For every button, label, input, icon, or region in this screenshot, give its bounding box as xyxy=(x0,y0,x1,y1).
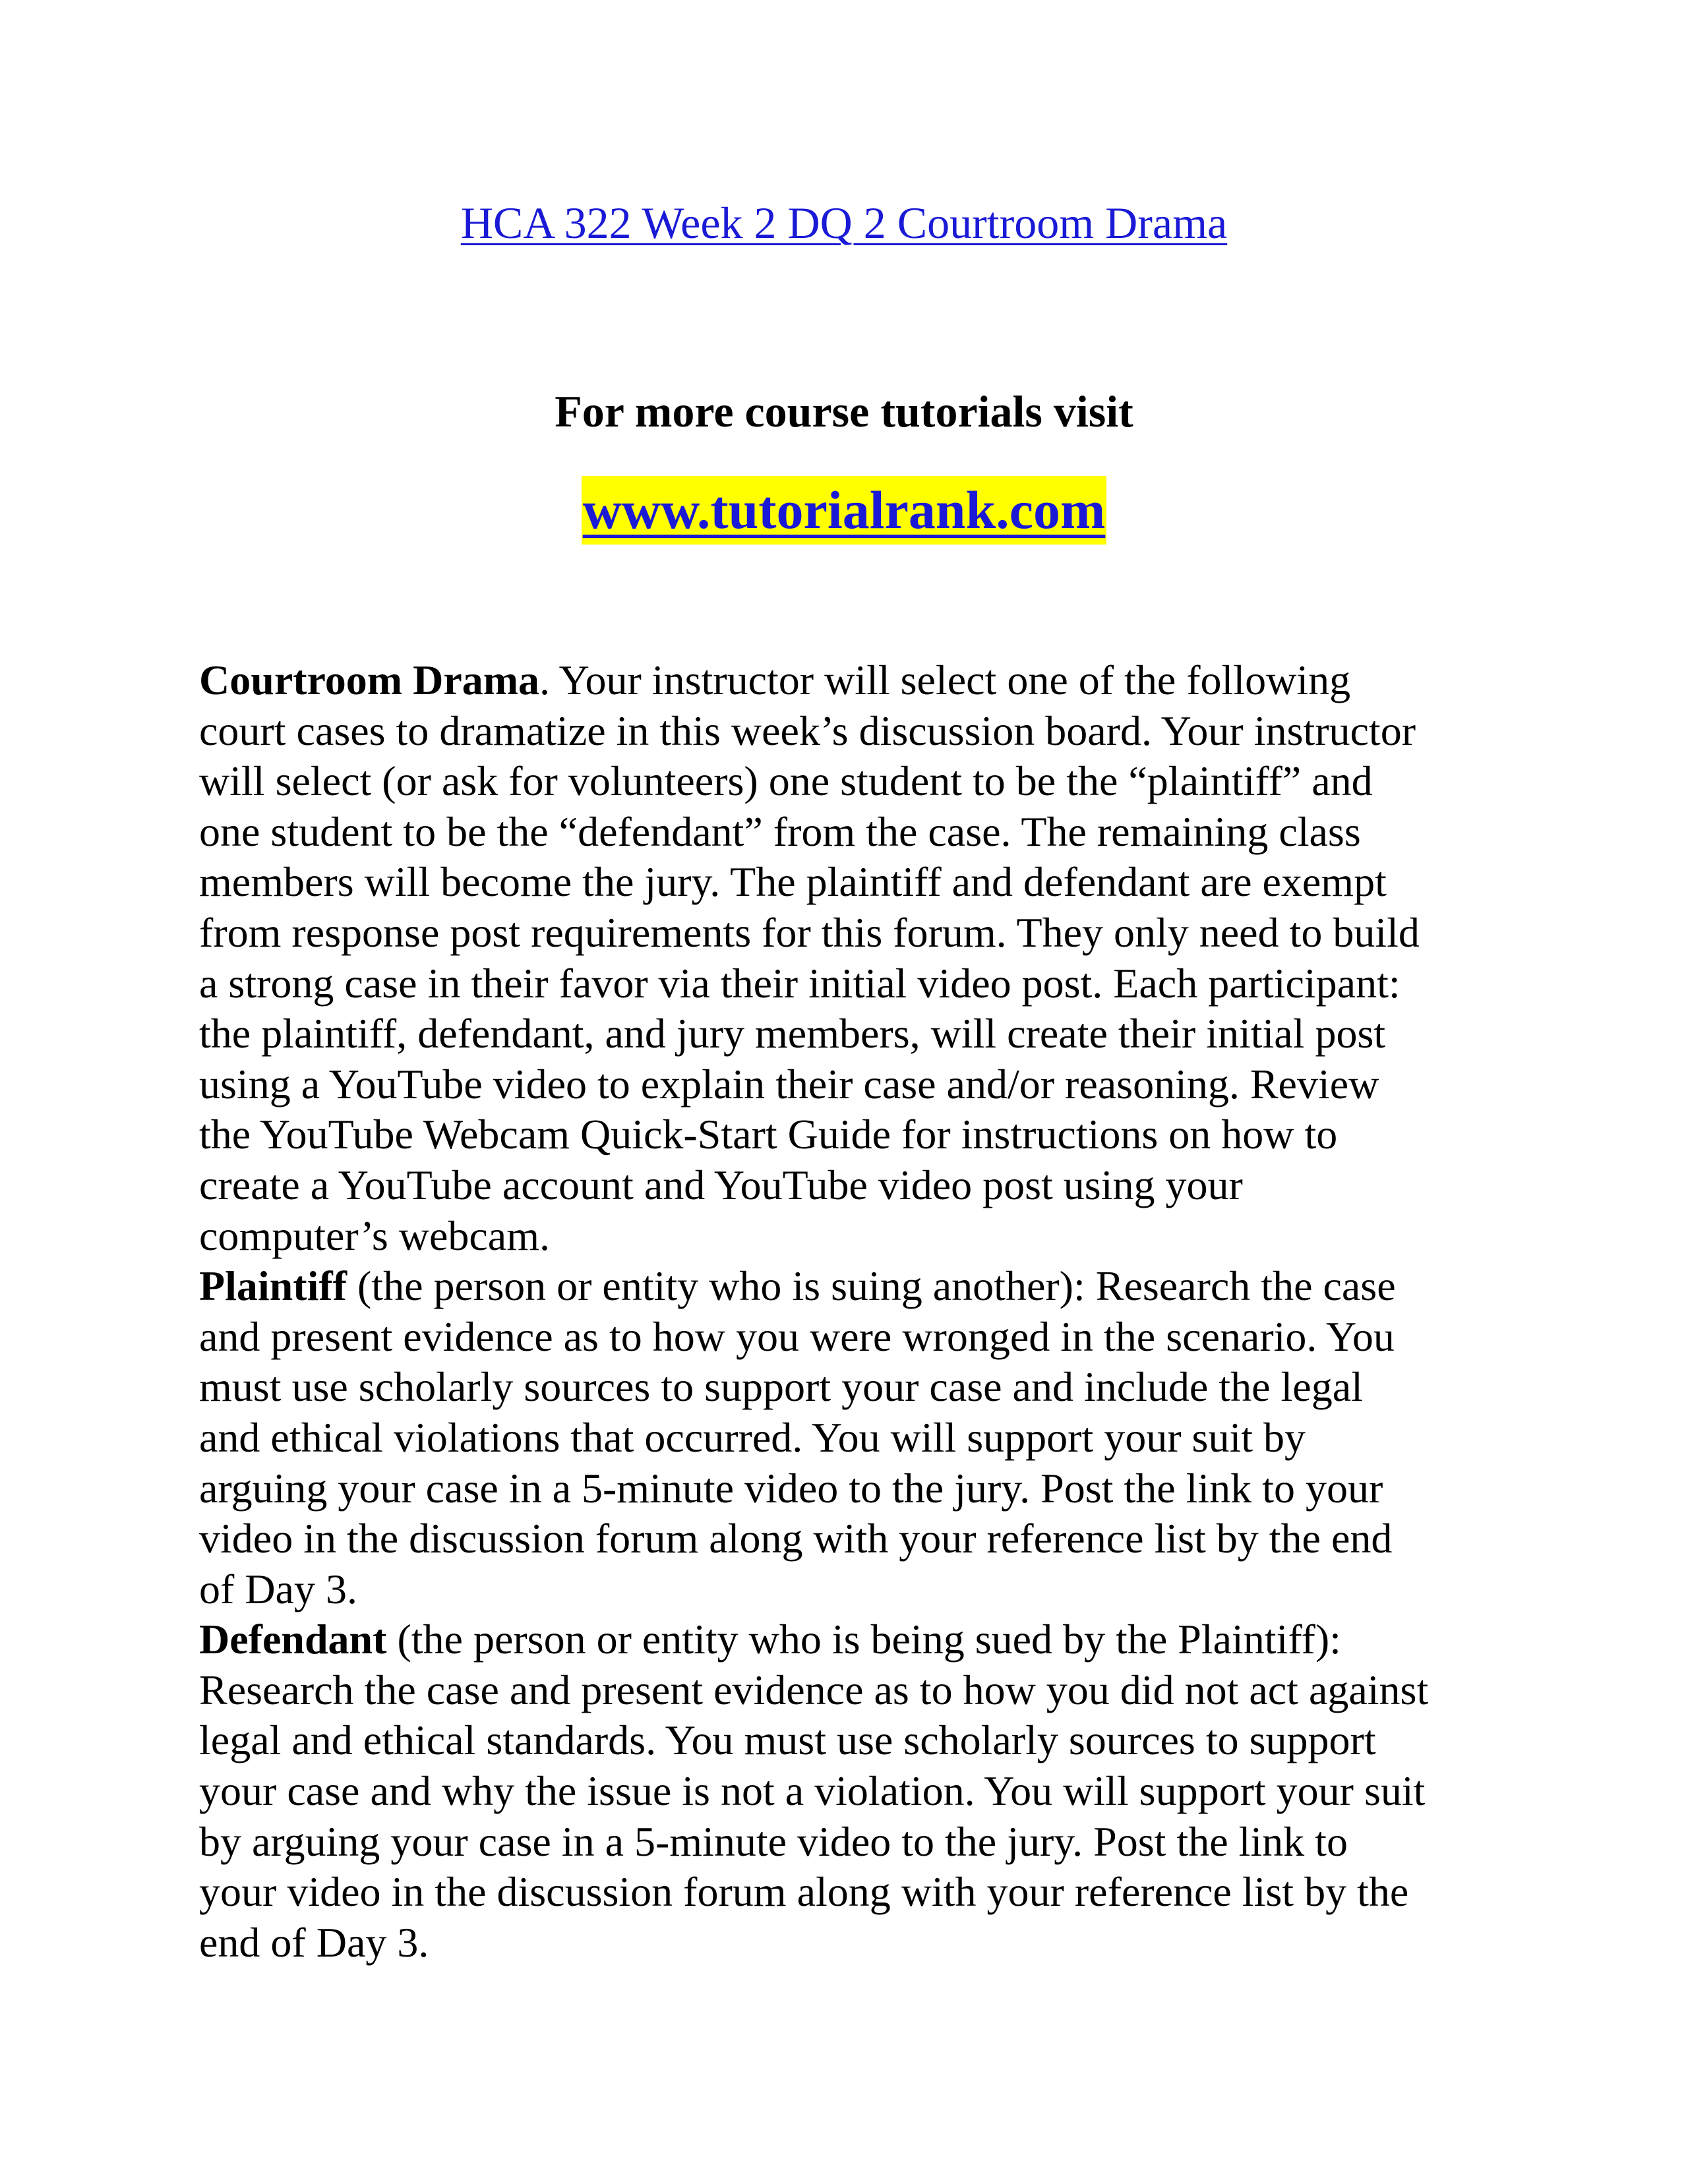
paragraph-line xyxy=(199,1261,1505,1312)
promo-url-container xyxy=(0,476,1688,545)
paragraph-line: must use scholarly sources to support your case and include the legal xyxy=(199,1363,1363,1411)
paragraph-line-text: (the person or entity who is suing another): Research the case xyxy=(346,1262,1396,1310)
paragraph-line: one student to be the “defendant” from the case. The remaining class xyxy=(199,808,1361,855)
paragraph-line: will select (or ask for volunteers) one student to be the “plaintiff” and xyxy=(199,757,1373,805)
paragraph-line: of Day 3. xyxy=(199,1565,357,1612)
paragraph-line: using a YouTube video to explain their case and/or reasoning. Review xyxy=(199,1060,1379,1107)
paragraph-line: a strong case in their favor via their initial video post. Each participant: xyxy=(199,959,1401,1007)
paragraph-heading: Defendant xyxy=(199,1616,387,1663)
paragraph-line: and present evidence as to how you were wronged in the scenario. You xyxy=(199,1313,1395,1360)
paragraph-line: computer’s webcam. xyxy=(199,1212,550,1259)
paragraph-line: video in the discussion forum along with your reference list by the end xyxy=(199,1515,1393,1562)
paragraph-heading: Courtroom Drama xyxy=(199,657,540,703)
paragraph-plaintiff xyxy=(199,1261,1505,1614)
paragraph-courtroom-drama xyxy=(199,655,1505,1261)
paragraph-line: from response post requirements for this forum. They only need to build xyxy=(199,908,1420,956)
paragraph-line: legal and ethical standards. You must use scholarly sources to support xyxy=(199,1717,1376,1764)
paragraph-line-text: Your instructor will select one of the following xyxy=(550,657,1351,703)
paragraph-line: Research the case and present evidence as to how you did not act against xyxy=(199,1666,1429,1713)
paragraph-line: members will become the jury. The plaintiff and defendant are exempt xyxy=(199,858,1387,906)
paragraph-line: your case and why the issue is not a violation. You will support your suit xyxy=(199,1767,1426,1815)
paragraph-line: by arguing your case in a 5-minute video to the jury. Post the link to xyxy=(199,1817,1348,1865)
paragraph-heading-suffix: . xyxy=(539,657,551,703)
paragraph-line: your video in the discussion forum along with your reference list by the xyxy=(199,1868,1409,1916)
document-title-text[interactable]: HCA 322 Week 2 DQ 2 Courtroom Drama xyxy=(460,198,1228,248)
paragraph-line-text: (the person or entity who is being sued by the Plaintiff): xyxy=(386,1616,1341,1663)
paragraph-line: arguing your case in a 5-minute video to the jury. Post the link to your xyxy=(199,1464,1383,1512)
paragraph-line: the plaintiff, defendant, and jury members, will create their initial post xyxy=(199,1010,1386,1057)
paragraph-line: the YouTube Webcam Quick-Start Guide for instructions on how to xyxy=(199,1111,1338,1158)
document-body xyxy=(199,655,1505,1968)
promo-url-link[interactable]: www.tutorialrank.com xyxy=(582,476,1107,545)
paragraph-line: create a YouTube account and YouTube video post using your xyxy=(199,1161,1243,1208)
paragraph-heading: Plaintiff xyxy=(199,1262,347,1310)
paragraph-line: and ethical violations that occurred. You will support your suit by xyxy=(199,1413,1306,1461)
paragraph-line: court cases to dramatize in this week’s discussion board. Your instructor xyxy=(199,707,1416,754)
document-title-link[interactable] xyxy=(0,196,1688,249)
paragraph-line xyxy=(199,655,1505,706)
paragraph-line xyxy=(199,1614,1505,1665)
promo-text: For more course tutorials visit xyxy=(555,386,1133,436)
paragraph-line: end of Day 3. xyxy=(199,1918,429,1966)
paragraph-defendant xyxy=(199,1614,1505,1968)
